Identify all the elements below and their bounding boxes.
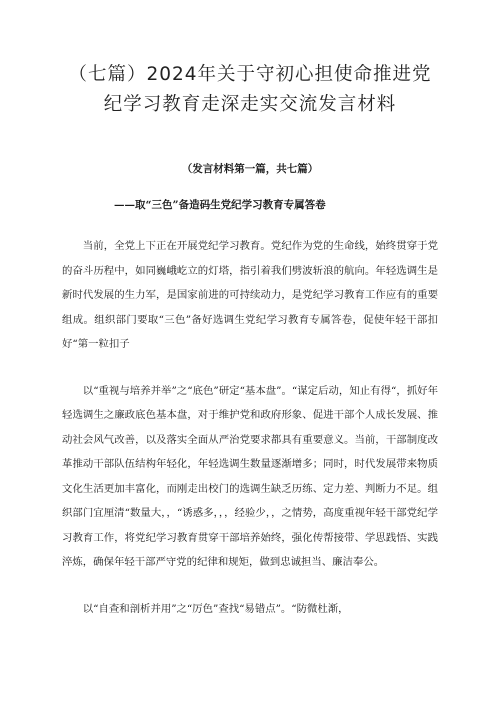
document-subtitle: ——取“三色”备造码生党纪学习教育专属答卷 — [114, 199, 326, 211]
paragraph-2: 以“重视与培养并举”之“底色”研定“基本盘”。“谋定后动，知止有得“，抓好年轻选调生之廉政底色基本盘，对于维护党和政府形象、促进干部个人成长发展、推动社会风气改善，以及落实全面从严治党要求都具有重要意义。当前，干部制度改革推动干部队伍结构年轻化，年轻选调生数量逐渐增多；同时，时代发展带来物质文化生活更加丰富化，而刚走出校门的选调生缺乏历练、定力差、判断力不足。组织部门宜厘清“数量大，，“诱惑多，，，经验少，，之情势，高度重视年轻干部党纪学习教育工作，将党纪学习教育贯穿干部培养始终，强化传帮接带、学思践悟、实践淬炼，确保年轻干部严守党的纪律和规矩，做到忠诚担当、廉洁奉公。 — [62, 384, 438, 568]
paragraph-3: 以“自查和剖析并用”之“厉色”查找“易错点”。“防微杜渐， — [82, 602, 349, 615]
title-line-2: 纪学习教育走深走实交流发言材料 — [103, 94, 397, 115]
document-title — [62, 60, 438, 120]
title-line-1: （七篇）2024年关于守初心担使命推进党 — [68, 64, 432, 85]
document-meta: （发言材料第一篇，共七篇） — [181, 163, 319, 175]
paragraph-1: 当前，全党上下正在开展党纪学习教育。党纪作为党的生命线，始终贯穿于党的奋斗历程中，如同巍峨屹立的灯塔，指引着我们劈波斩浪的航向。年轻选调生是新时代发展的生力军，是国家前进的可持续动力，是党纪学习教育工作应有的重要组成。组织部门要取“三色”备好选调生党纪学习教育专属答卷，促使年轻干部扣好“第一粒扣子 — [62, 240, 438, 350]
